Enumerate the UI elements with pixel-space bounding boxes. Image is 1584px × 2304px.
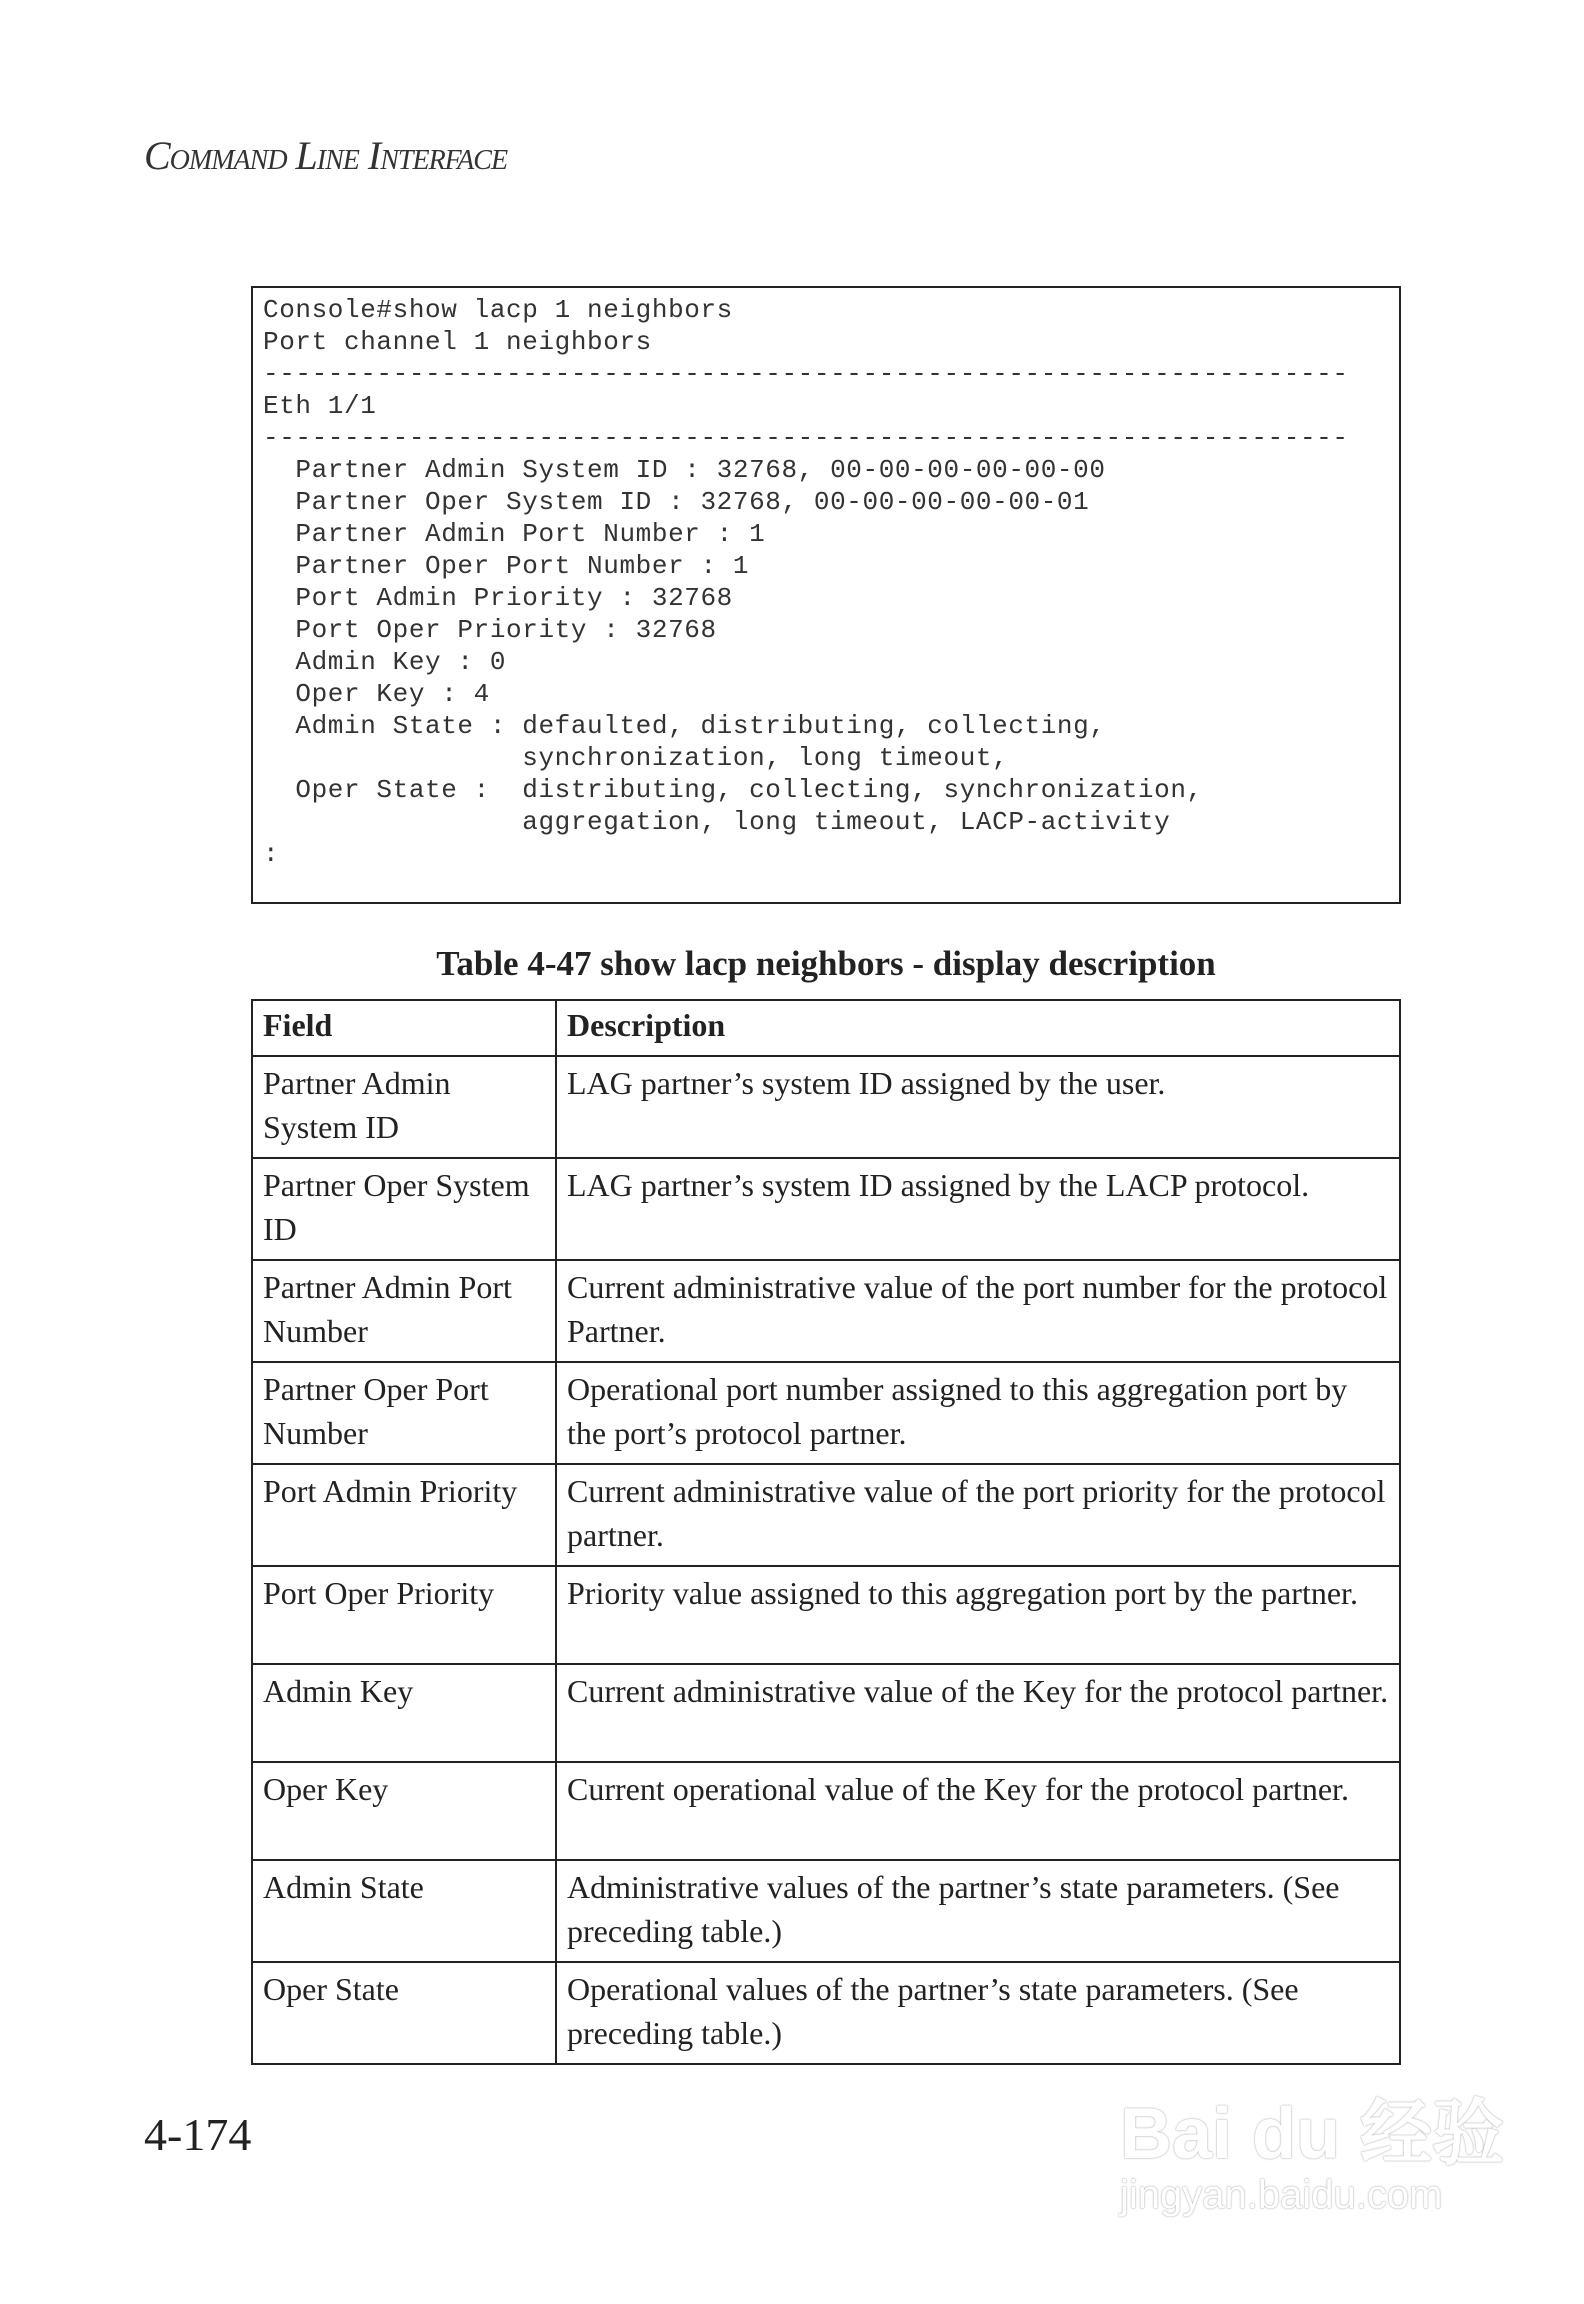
- description-table: [251, 999, 1401, 2065]
- cell-field: Admin Key: [252, 1664, 556, 1762]
- table-row: [252, 1464, 1400, 1566]
- cell-description: Priority value assigned to this aggregation port by the partner.: [556, 1566, 1400, 1664]
- cell-description: LAG partner’s system ID assigned by the user.: [556, 1056, 1400, 1158]
- console-output-box: [251, 286, 1401, 904]
- console-line: Partner Oper System ID : 32768, 00-00-00-00-00-01: [263, 487, 1090, 517]
- cell-field: Partner Oper System ID: [252, 1158, 556, 1260]
- cell-field: Partner Oper Port Number: [252, 1362, 556, 1464]
- console-line: -------------------------------------------------------------------: [263, 423, 1349, 453]
- console-line: Oper Key : 4: [263, 679, 490, 709]
- cell-description: Operational values of the partner’s state parameters. (See preceding table.): [556, 1962, 1400, 2064]
- console-line: Console#show lacp 1 neighbors: [263, 295, 733, 325]
- table-row: [252, 1762, 1400, 1860]
- baidu-watermark: [1120, 2075, 1504, 2218]
- cell-description: Administrative values of the partner’s state parameters. (See preceding table.): [556, 1860, 1400, 1962]
- page-number: 4-174: [144, 2109, 252, 2160]
- console-line: Partner Admin Port Number : 1: [263, 519, 766, 549]
- console-line: Eth 1/1: [263, 391, 377, 421]
- watermark-url: jingyan.baidu.com: [1120, 2173, 1443, 2217]
- console-line: -------------------------------------------------------------------: [263, 359, 1349, 389]
- header-description: Description: [556, 1000, 1400, 1056]
- cell-description: Current administrative value of the port priority for the protocol partner.: [556, 1464, 1400, 1566]
- cell-field: Oper Key: [252, 1762, 556, 1860]
- console-line: Admin State : defaulted, distributing, collecting,: [263, 711, 1106, 741]
- cell-field: Partner Admin System ID: [252, 1056, 556, 1158]
- console-line: Admin Key : 0: [263, 647, 507, 677]
- cell-field: Oper State: [252, 1962, 556, 2064]
- console-output: [263, 294, 1389, 870]
- cell-field: Admin State: [252, 1860, 556, 1962]
- cell-description: Current administrative value of the port number for the protocol Partner.: [556, 1260, 1400, 1362]
- cell-field: Partner Admin Port Number: [252, 1260, 556, 1362]
- cell-field: Port Admin Priority: [252, 1464, 556, 1566]
- table-caption: Table 4-47 show lacp neighbors - display description: [436, 944, 1216, 983]
- console-line: Port Admin Priority : 32768: [263, 583, 733, 613]
- table-row: [252, 1056, 1400, 1158]
- table-row: [252, 1566, 1400, 1664]
- cell-description: Operational port number assigned to this aggregation port by the port’s protocol partner.: [556, 1362, 1400, 1464]
- console-line: Partner Oper Port Number : 1: [263, 551, 750, 581]
- table-row: [252, 1860, 1400, 1962]
- console-line: Oper State : distributing, collecting, synchronization,: [263, 775, 1203, 805]
- console-line: :: [263, 839, 280, 869]
- console-line: synchronization, long timeout,: [263, 743, 1009, 773]
- table-header-row: [252, 1000, 1400, 1056]
- table-row: [252, 1158, 1400, 1260]
- console-line: Port channel 1 neighbors: [263, 327, 652, 357]
- watermark-logo: Bai du 经验: [1120, 2094, 1505, 2174]
- table-row: [252, 1260, 1400, 1362]
- console-line: aggregation, long timeout, LACP-activity: [263, 807, 1171, 837]
- table-row: [252, 1664, 1400, 1762]
- cell-description: Current operational value of the Key for the protocol partner.: [556, 1762, 1400, 1860]
- table-row: [252, 1362, 1400, 1464]
- header-field: Field: [252, 1000, 556, 1056]
- cell-field: Port Oper Priority: [252, 1566, 556, 1664]
- cell-description: Current administrative value of the Key for the protocol partner.: [556, 1664, 1400, 1762]
- console-line: Partner Admin System ID : 32768, 00-00-00-00-00-00: [263, 455, 1106, 485]
- table-row: [252, 1962, 1400, 2064]
- running-head: Command Line Interface: [144, 133, 508, 178]
- console-line: Port Oper Priority : 32768: [263, 615, 717, 645]
- cell-description: LAG partner’s system ID assigned by the LACP protocol.: [556, 1158, 1400, 1260]
